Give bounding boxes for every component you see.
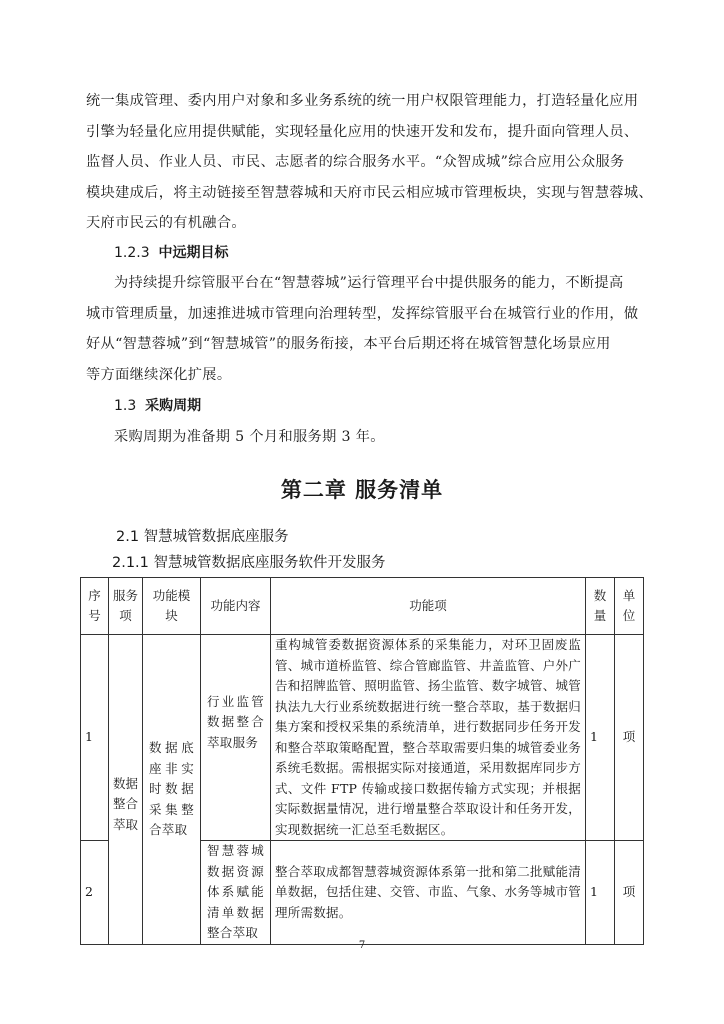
section-2-1-1-heading: 2.1.1 智慧城管数据底座服务软件开发服务 bbox=[112, 555, 386, 571]
header-item: 功能项 bbox=[271, 578, 586, 635]
header-service-item: 服务项 bbox=[109, 578, 143, 635]
paragraph-line: 天府市民云的有机融合。 bbox=[86, 215, 246, 232]
header-content: 功能内容 bbox=[201, 578, 271, 635]
paragraph-line: 为持续提升综管服平台在“智慧蓉城”运行管理平台中提供服务的能力，不断提高 bbox=[114, 275, 624, 291]
cell-item: 重构城管委数据资源体系的采集能力，对环卫固废监管、城市道桥监管、综合管廊监管、井盖监管、户外广告和招牌监管、照明监管、扬尘监管、数字城管、城管执法九大行业系统数据进行统一整合萃取，基于数据归集方案和授权采集的系统清单，进行数据同步任务开发和整合萃取策略配置，整合萃取需要归集的城管委业务系统毛数据。需根据实际对接通道，采用数据库同步方式、文件 FTP 传输或接口数据传输方式实现；并根据实际数据量情况，进行增量整合萃取设计和任务开发，实现数据统一汇总至毛数据区。 bbox=[271, 635, 586, 841]
midterm-paragraph bbox=[86, 268, 638, 390]
heading-1-2-3 bbox=[114, 242, 229, 262]
header-seq: 序号 bbox=[81, 578, 109, 635]
cell-qty: 1 bbox=[586, 841, 615, 945]
heading-number: 1.2.3 bbox=[114, 245, 150, 261]
table-header-row bbox=[81, 578, 644, 635]
cell-service-item: 数据整合萃取 bbox=[109, 635, 143, 945]
service-list-table bbox=[80, 577, 644, 945]
heading-title: 中远期目标 bbox=[158, 245, 229, 261]
cell-unit: 项 bbox=[615, 841, 644, 945]
heading-title: 采购周期 bbox=[145, 398, 202, 414]
paragraph-line: 统一集成管理、委内用户对象和多业务系统的统一用户权限管理能力，打造轻量化应用 bbox=[86, 93, 639, 109]
cell-unit: 项 bbox=[615, 635, 644, 841]
paragraph-line: 监督人员、作业人员、市民、志愿者的综合服务水平。“众智成城”综合应用公众服务 bbox=[86, 154, 625, 171]
paragraph-line: 引擎为轻量化应用提供赋能，实现轻量化应用的快速开发和发布，提升面向管理人员、 bbox=[86, 123, 639, 140]
section-2-1-heading: 2.1 智慧城管数据底座服务 bbox=[116, 529, 289, 545]
paragraph-line: 采购周期为准备期 5 个月和服务期 3 年。 bbox=[114, 429, 385, 445]
cell-seq: 2 bbox=[81, 841, 109, 945]
paragraph-line: 城市管理质量，加速推进城市管理向治理转型，发挥综管服平台在城管行业的作用，做 bbox=[86, 305, 639, 322]
cell-content: 行业监管数据整合萃取服务 bbox=[201, 635, 271, 841]
paragraph-line: 等方面继续深化扩展。 bbox=[86, 366, 232, 383]
heading-number: 1.3 bbox=[114, 398, 137, 414]
procurement-period-paragraph bbox=[86, 422, 638, 453]
cell-item: 整合萃取成都智慧蓉城资源体系第一批和第二批赋能清单数据，包括住建、交管、市监、气象、水务等城市管理所需数据。 bbox=[271, 841, 586, 945]
page-number: 7 bbox=[358, 940, 366, 951]
cell-qty: 1 bbox=[586, 635, 615, 841]
paragraph-line: 好从“智慧蓉城”到“智慧城管”的服务衔接，本平台后期还将在城管智慧化场景应用 bbox=[86, 336, 611, 353]
paragraph-line: 模块建成后，将主动链接至智慧蓉城和天府市民云相应城市管理板块，实现与智慧蓉城、 bbox=[86, 184, 653, 201]
intro-paragraph bbox=[86, 86, 653, 239]
chapter-title: 第二章 服务清单 bbox=[280, 478, 444, 502]
cell-seq: 1 bbox=[81, 635, 109, 841]
header-qty: 数量 bbox=[586, 578, 615, 635]
header-unit: 单位 bbox=[615, 578, 644, 635]
table-row bbox=[81, 635, 644, 841]
heading-1-3 bbox=[114, 395, 201, 415]
cell-module: 数据底座非实时数据采集整合萃取 bbox=[143, 635, 201, 945]
cell-content: 智慧蓉城数据资源体系赋能清单数据整合萃取 bbox=[201, 841, 271, 945]
header-module: 功能模块 bbox=[143, 578, 201, 635]
